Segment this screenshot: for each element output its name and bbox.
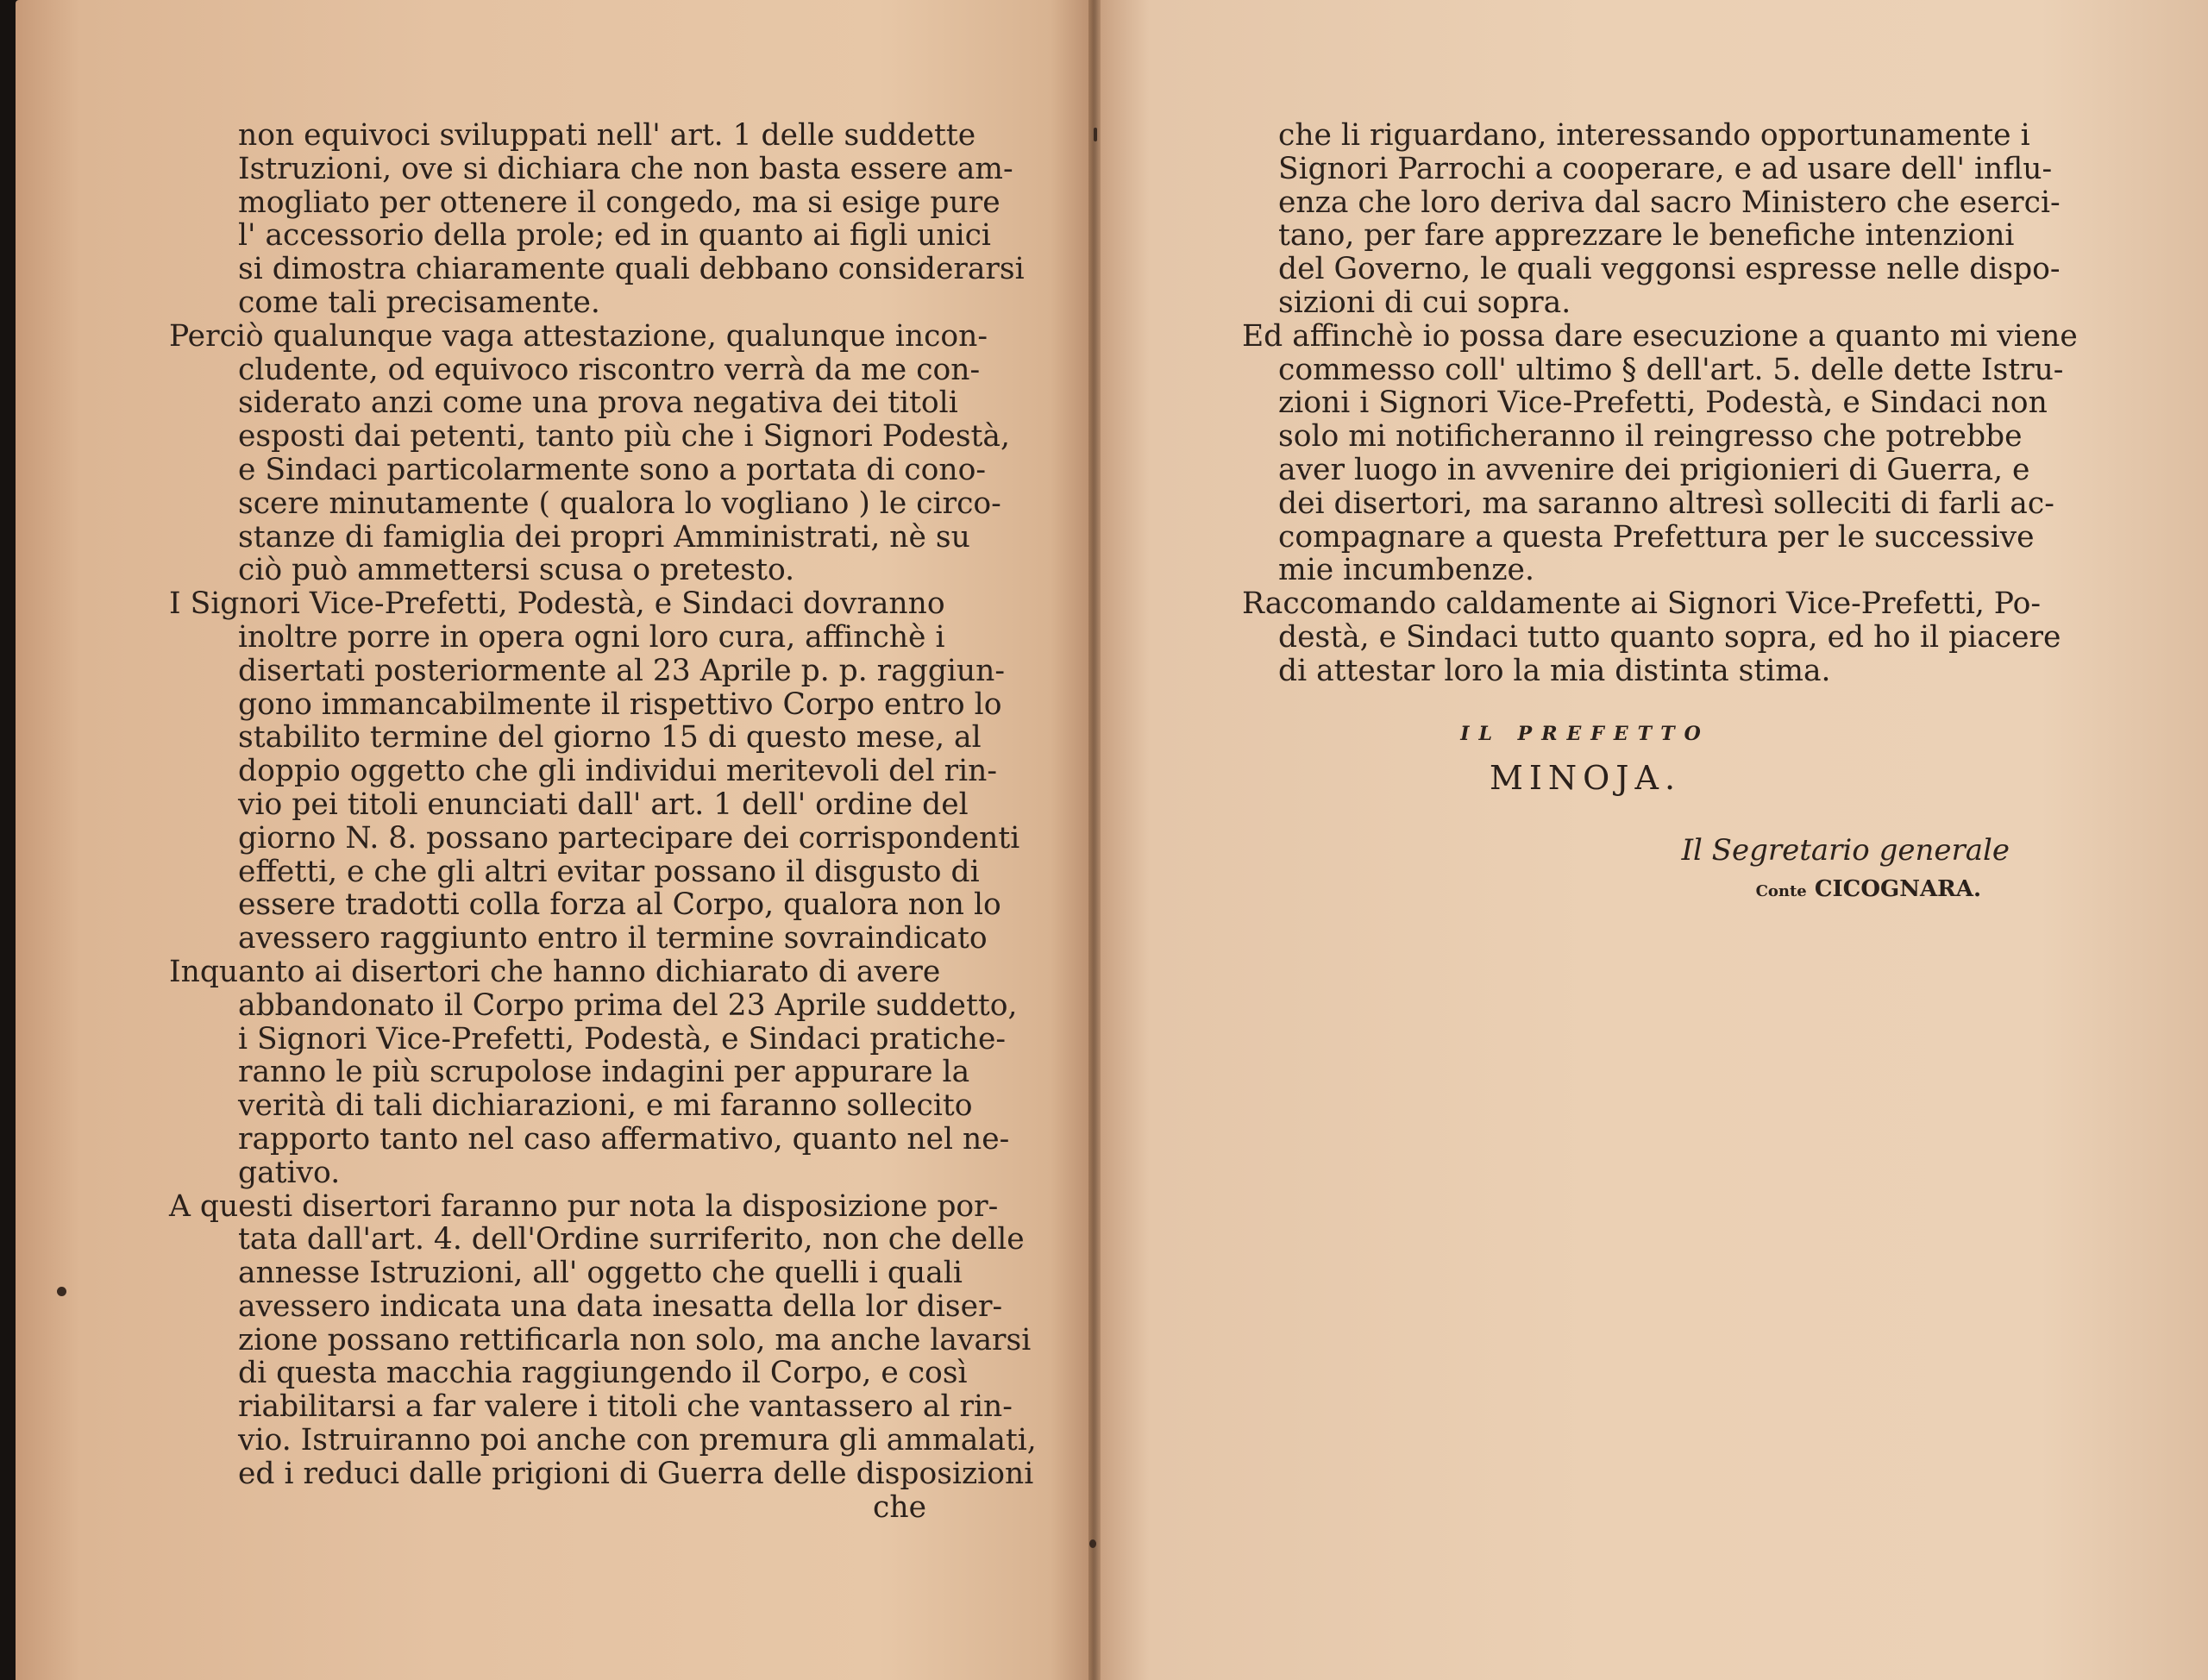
text-line: essere tradotti colla forza al Corpo, qualora non lo [238, 887, 1001, 923]
right-page [1094, 0, 2208, 1680]
text-line: avessero indicata una data inesatta della lor diser- [238, 1288, 1003, 1324]
text-line: zioni i Signori Vice-Prefetti, Podestà, e Sindaci non [1278, 386, 2048, 421]
right-text-column [1242, 118, 2078, 688]
text-line: non equivoci sviluppati nell' art. 1 delle suddette [238, 118, 976, 153]
text-line: dei disertori, ma saranno altresì solleciti di farli ac- [1278, 486, 2054, 521]
text-line: Perciò qualunque vaga attestazione, qualunque incon- [169, 318, 988, 354]
text-line: abbandonato il Corpo prima del 23 Aprile suddetto, [238, 987, 1018, 1023]
text-line: Signori Parrochi a cooperare, e ad usare dell' influ- [1278, 151, 2053, 186]
prefect-title: IL PREFETTO [1460, 723, 1710, 745]
text-line: mie incumbenze. [1278, 553, 1534, 588]
text-line: destà, e Sindaci tutto quanto sopra, ed ho il piacere [1278, 619, 2061, 655]
text-line: effetti, e che gli altri evitar possano il disgusto di [238, 854, 980, 889]
text-line: si dimostra chiaramente quali debbano considerarsi [238, 252, 1025, 287]
text-line: compagnare a questa Prefettura per le successive [1278, 519, 2035, 555]
text-line: e Sindaci particolarmente sono a portata di cono- [238, 452, 987, 487]
secretary-signature [1756, 876, 1981, 902]
text-line: di questa macchia raggiungendo il Corpo, e così [238, 1356, 968, 1391]
text-line: come tali precisamente. [238, 285, 600, 320]
ink-speck [1089, 1539, 1096, 1548]
secretary-title: Il Segretario generale [1681, 833, 2010, 868]
text-line: che li riguardano, interessando opportunamente i [1278, 118, 2030, 153]
text-line: cludente, od equivoco riscontro verrà da me con- [238, 352, 981, 387]
catchword: che [873, 1489, 926, 1525]
text-line: commesso coll' ultimo § dell'art. 5. delle dette Istru- [1278, 352, 2064, 387]
text-line: doppio oggetto che gli individui meritevoli del rin- [238, 754, 998, 789]
text-line: tano, per fare apprezzare le benefiche intenzioni [1278, 218, 2015, 254]
text-line: esposti dai petenti, tanto più che i Signori Podestà, [238, 419, 1010, 454]
text-line: scere minutamente ( qualora lo vogliano ) le circo- [238, 486, 1001, 521]
text-line: giorno N. 8. possano partecipare dei corrispondenti [238, 820, 1020, 856]
text-line: zione possano rettificarla non solo, ma anche lavarsi [238, 1322, 1032, 1357]
text-line: di attestar loro la mia distinta stima. [1278, 653, 1831, 688]
text-line: tata dall'art. 4. dell'Ordine surriferito, non che delle [238, 1222, 1025, 1257]
text-line: Inquanto ai disertori che hanno dichiarato di avere [169, 954, 941, 989]
text-line: vio pei titoli enunciati dall' art. 1 dell' ordine del [238, 787, 969, 822]
text-line: ranno le più scrupolose indagini per appurare la [238, 1055, 970, 1090]
text-line: solo mi notificheranno il reingresso che potrebbe [1278, 419, 2023, 454]
text-line: aver luogo in avvenire dei prigionieri di Guerra, e [1278, 452, 2030, 487]
text-line: ciò può ammettersi scusa o pretesto. [238, 553, 795, 588]
ink-speck [57, 1287, 66, 1296]
text-line: disertati posteriormente al 23 Aprile p. p. raggiun- [238, 653, 1006, 688]
text-line: vio. Istruiranno poi anche con premura gli ammalati, [238, 1423, 1037, 1458]
text-line: I Signori Vice-Prefetti, Podestà, e Sindaci dovranno [169, 586, 945, 622]
left-page [16, 0, 1094, 1680]
text-line: sizioni di cui sopra. [1278, 285, 1571, 320]
text-line: verità di tali dichiarazioni, e mi faranno sollecito [238, 1088, 973, 1124]
text-line: l' accessorio della prole; ed in quanto ai figli unici [238, 218, 991, 254]
text-line: del Governo, le quali veggonsi espresse nelle dispo- [1278, 252, 2061, 287]
text-line: Raccomando caldamente ai Signori Vice-Prefetti, Po- [1242, 586, 2042, 622]
text-line: enza che loro deriva dal sacro Ministero che eserci- [1278, 185, 2061, 220]
text-line: A questi disertori faranno pur nota la disposizione por- [169, 1188, 999, 1224]
text-line: mogliato per ottenere il congedo, ma si esige pure [238, 185, 1000, 220]
text-line: avessero raggiunto entro il termine sovraindicato [238, 921, 988, 956]
text-line: inoltre porre in opera ogni loro cura, affinchè i [238, 619, 945, 655]
text-line: Istruzioni, ove si dichiara che non basta essere am- [238, 151, 1013, 186]
secretary-name: CICOGNARA. [1814, 876, 1981, 902]
text-line: stabilito termine del giorno 15 di questo mese, al [238, 720, 982, 755]
text-line: siderato anzi come una prova negativa dei titoli [238, 386, 958, 421]
text-line: stanze di famiglia dei propri Amministrati, nè su [238, 519, 970, 555]
text-line: i Signori Vice-Prefetti, Podestà, e Sindaci pratiche- [238, 1021, 1007, 1056]
text-line: Ed affinchè io possa dare esecuzione a quanto mi viene [1242, 318, 2078, 354]
left-text-column [169, 118, 1037, 1525]
secretary-prefix: Conte [1755, 882, 1807, 900]
text-line: gono immancabilmente il rispettivo Corpo entro lo [238, 686, 1002, 722]
text-line: rapporto tanto nel caso affermativo, quanto nel ne- [238, 1121, 1010, 1157]
text-line: gativo. [238, 1155, 341, 1190]
text-line: riabilitarsi a far valere i titoli che vantassero al rin- [238, 1389, 1013, 1425]
prefect-name: MINOJA. [1489, 759, 1682, 797]
text-line: annesse Istruzioni, all' oggetto che quelli i quali [238, 1256, 963, 1291]
ink-speck [1094, 128, 1097, 141]
book-gutter [1088, 0, 1101, 1680]
text-line: ed i reduci dalle prigioni di Guerra delle disposizioni [238, 1456, 1034, 1491]
